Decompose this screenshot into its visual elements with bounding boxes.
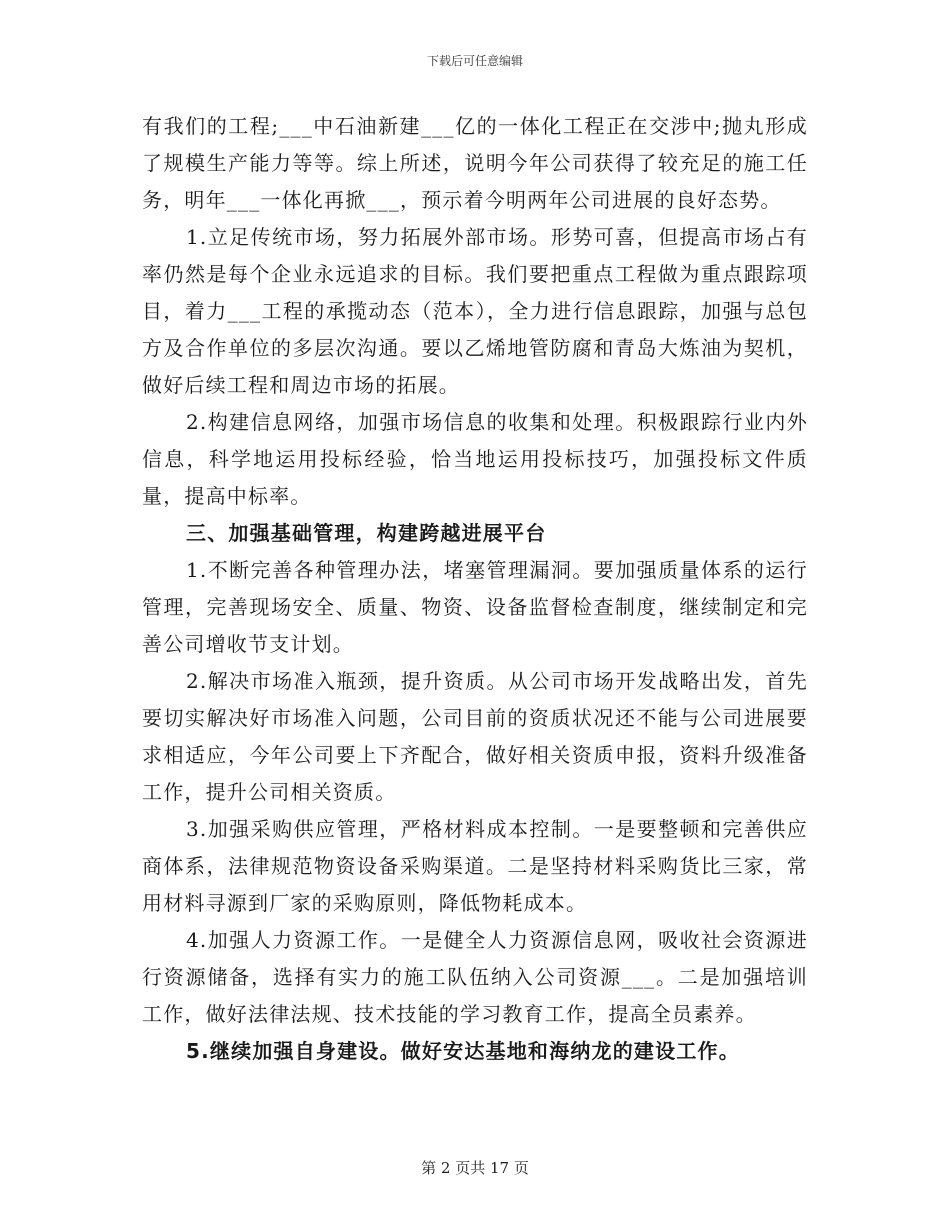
paragraph-3: 2.构建信息网络，加强市场信息的收集和处理。积极跟踪行业内外信息，科学地运用投标经验，恰当地运用投标技巧，加强投标文件质量，提高中标率。 (142, 410, 808, 508)
document-body (142, 108, 808, 1070)
page-header: 下载后可任意编辑 (426, 54, 523, 68)
page-number: 第 2 页共 17 页 (421, 1159, 529, 1177)
paragraph-7: 4.加强人力资源工作。一是健全人力资源信息网，吸收社会资源进行资源储备，选择有实力的施工队伍纳入公司资源___。二是加强培训工作，做好法律法规、技术技能的学习教育工作，提高全员素养。 (142, 928, 808, 1026)
paragraph-5: 2.解决市场准入瓶颈，提升资质。从公司市场开发战略出发，首先要切实解决好市场准入问题，公司目前的资质状况还不能与公司进展要求相适应，今年公司要上下齐配合，做好相关资质申报，资料升级准备工作，提升公司相关资质。 (142, 669, 808, 804)
paragraph-6: 3.加强采购供应管理，严格材料成本控制。一是要整顿和完善供应商体系，法律规范物资设备采购渠道。二是坚持材料采购货比三家，常用材料寻源到厂家的采购原则，降低物耗成本。 (142, 817, 808, 915)
subsection-heading-5: 5.继续加强自身建设。做好安达基地和海纳龙的建设工作。 (186, 1039, 740, 1063)
section-heading-3: 三、加强基础管理，构建跨越进展平台 (186, 521, 547, 545)
paragraph-4: 1.不断完善各种管理办法，堵塞管理漏洞。要加强质量体系的运行管理，完善现场安全、质量、物资、设备监督检查制度，继续制定和完善公司增收节支计划。 (142, 558, 808, 656)
paragraph-1: 有我们的工程;___中石油新建___亿的一体化工程正在交涉中;抛丸形成了规模生产能力等等。综上所述，说明今年公司获得了较充足的施工任务，明年___一体化再掀___，预示着今明两年公司进展的良好态势。 (142, 114, 808, 212)
paragraph-2: 1.立足传统市场，努力拓展外部市场。形势可喜，但提高市场占有率仍然是每个企业永远追求的目标。我们要把重点工程做为重点跟踪项目，着力___工程的承揽动态（范本），全力进行信息跟踪，加强与总包方及合作单位的多层次沟通。要以乙烯地管防腐和青岛大炼油为契机，做好后续工程和周边市场的拓展。 (142, 225, 808, 397)
